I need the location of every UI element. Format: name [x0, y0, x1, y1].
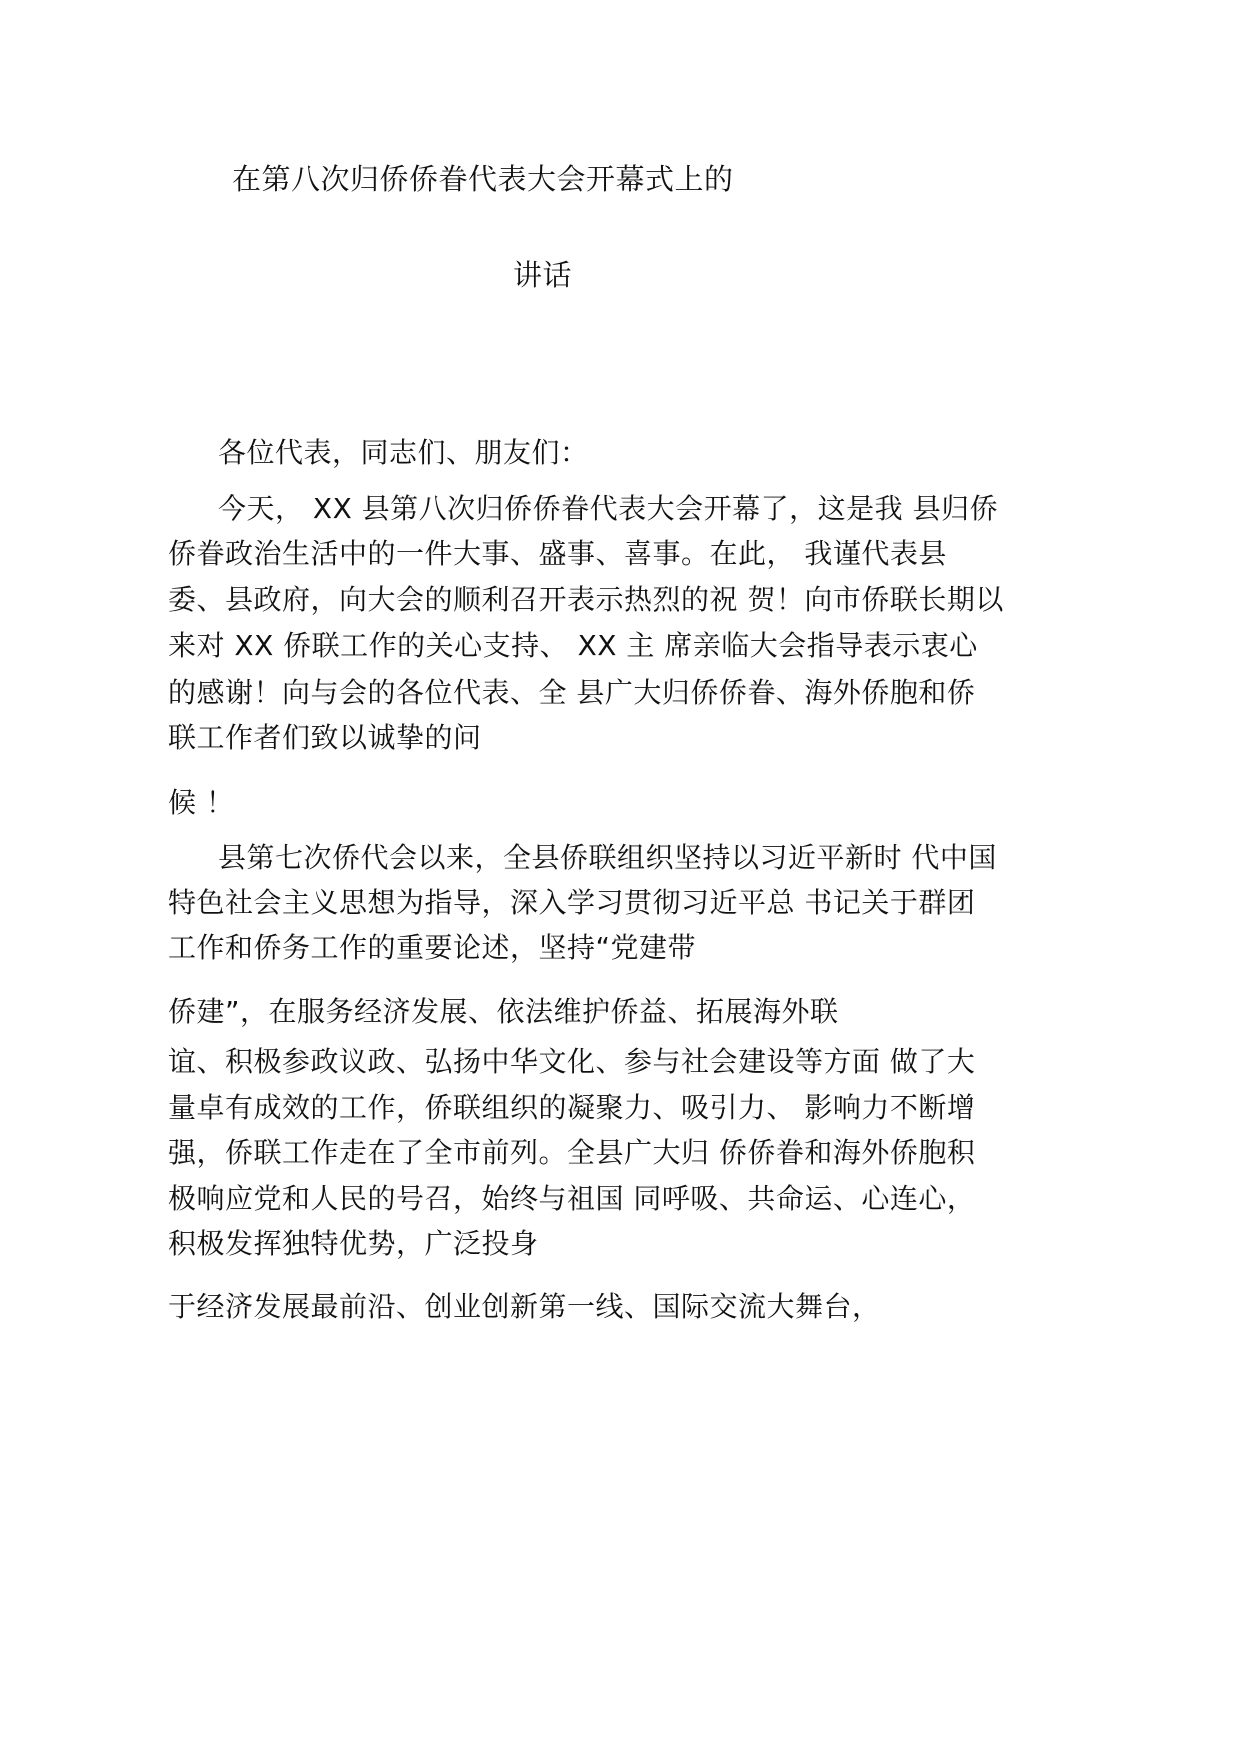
- body-line: 侨建”，在服务经济发展、依法维护侨益、拓展海外联: [168, 995, 839, 1028]
- body-line: 的感谢！向与会的各位代表、全 县广大归侨侨眷、海外侨胞和侨: [168, 676, 976, 709]
- body-line: 候 ！: [168, 786, 235, 819]
- body-line: 量卓有成效的工作，侨联组织的凝聚力、吸引力、 影响力不断增: [168, 1091, 976, 1124]
- body-line: 今天， XX 县第八次归侨侨眷代表大会开幕了，这是我 县归侨: [218, 492, 999, 525]
- body-line: 于经济发展最前沿、创业创新第一线、国际交流大舞台，: [168, 1290, 881, 1323]
- body-line: 特色社会主义思想为指导，深入学习贯彻习近平总 书记关于群团: [168, 886, 976, 919]
- body-line: 积极发挥独特优势，广泛投身: [168, 1227, 539, 1260]
- body-line: 谊、积极参政议政、弘扬中华文化、参与社会建设等方面 做了大: [168, 1045, 976, 1078]
- body-line: 侨眷政治生活中的一件大事、盛事、喜事。在此， 我谨代表县: [168, 537, 947, 570]
- body-line: 极响应党和人民的号召，始终与祖国 同呼吸、共命运、心连心，: [168, 1182, 976, 1215]
- title-line-2: 讲话: [513, 258, 573, 292]
- title-line-1: 在第八次归侨侨眷代表大会开幕式上的: [232, 162, 734, 196]
- body-line: 联工作者们致以诚挚的问: [168, 721, 482, 754]
- body-line: 强，侨联工作走在了全市前列。全县广大归 侨侨眷和海外侨胞积: [168, 1136, 976, 1169]
- body-line: 委、县政府，向大会的顺利召开表示热烈的祝 贺！向市侨联长期以: [168, 583, 1004, 616]
- body-line: 工作和侨务工作的重要论述，坚持“党建带: [168, 931, 697, 964]
- body-line: 县第七次侨代会以来，全县侨联组织坚持以习近平新时 代中国: [218, 841, 997, 874]
- body-line: 来对 XX 侨联工作的关心支持、 XX 主 席亲临大会指导表示衷心: [168, 629, 978, 662]
- salutation: 各位代表，同志们、朋友们：: [218, 436, 589, 469]
